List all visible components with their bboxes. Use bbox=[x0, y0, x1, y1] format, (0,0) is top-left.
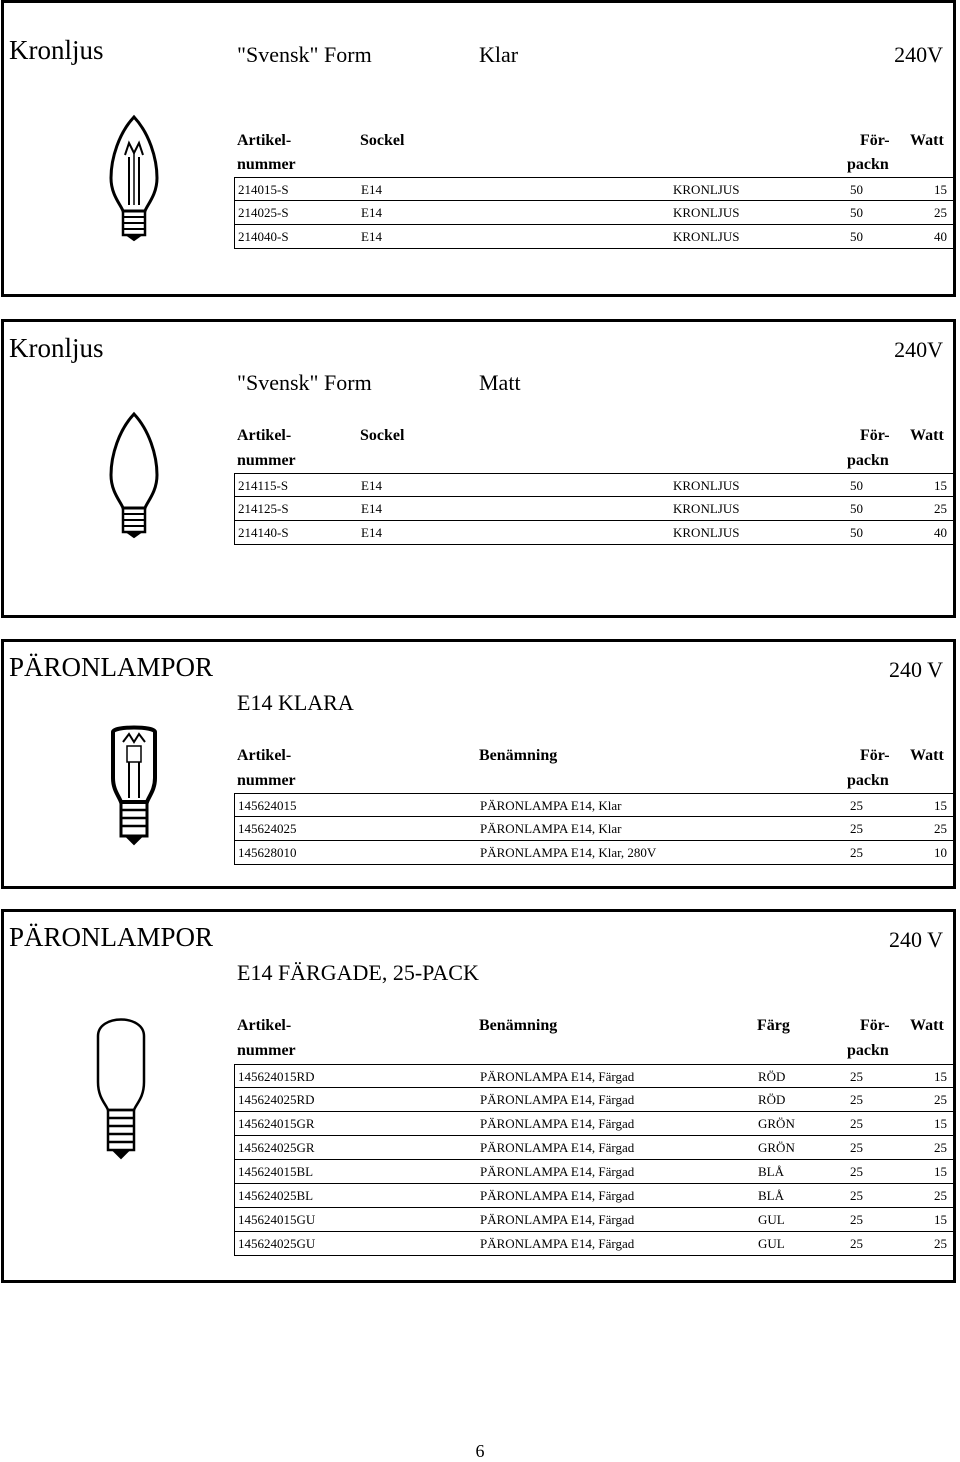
table-row bbox=[234, 1208, 956, 1232]
cell-pack: 25 bbox=[850, 1116, 863, 1131]
col-header-artikel: Artikel- bbox=[237, 747, 292, 764]
table-row bbox=[234, 497, 956, 521]
cell-sockel: E14 bbox=[361, 205, 382, 220]
cell-art: 145624015 bbox=[238, 798, 297, 813]
cell-name: PÄRONLAMPA E14, Klar, 280V bbox=[480, 845, 657, 860]
col-header-packn: packn bbox=[847, 156, 889, 173]
cell-sockel: E14 bbox=[361, 525, 382, 540]
cell-color: GRÖN bbox=[758, 1116, 795, 1131]
clear-candle-bulb-icon bbox=[99, 113, 169, 243]
cell-name: KRONLJUS bbox=[673, 182, 740, 197]
table-row bbox=[234, 793, 956, 817]
col-header-forpackn: För- bbox=[860, 747, 890, 764]
col-header-artikel: Artikel- bbox=[237, 1017, 292, 1034]
section-voltage: 240V bbox=[894, 337, 943, 362]
col-header-benamning: Benämning bbox=[479, 747, 558, 764]
cell-color: RÖD bbox=[758, 1092, 786, 1107]
cell-art: 145624015GU bbox=[238, 1212, 316, 1227]
cell-name: PÄRONLAMPA E14, Klar bbox=[480, 798, 622, 813]
cell-name: PÄRONLAMPA E14, Färgad bbox=[480, 1116, 635, 1131]
cell-pack: 50 bbox=[850, 501, 863, 516]
cell-name: PÄRONLAMPA E14, Färgad bbox=[480, 1188, 635, 1203]
section-subtitle: E14 FÄRGADE, 25-PACK bbox=[237, 960, 479, 985]
col-header-watt: Watt bbox=[910, 132, 944, 149]
col-header-forpackn: För- bbox=[860, 1017, 890, 1034]
section-title: PÄRONLAMPOR bbox=[9, 922, 214, 952]
cell-art: 145624025 bbox=[238, 821, 297, 836]
table-row bbox=[234, 177, 956, 201]
section-finish: Klar bbox=[479, 42, 519, 67]
section-subtitle: "Svensk" Form bbox=[237, 42, 372, 67]
cell-name: KRONLJUS bbox=[673, 205, 740, 220]
cell-pack: 50 bbox=[850, 478, 863, 493]
cell-art: 145624025RD bbox=[238, 1092, 315, 1107]
table-row bbox=[234, 1232, 956, 1256]
table-row bbox=[234, 817, 956, 841]
col-header-nummer: nummer bbox=[237, 452, 296, 469]
col-header-nummer: nummer bbox=[237, 156, 296, 173]
table-row bbox=[234, 201, 956, 225]
section-subtitle: E14 KLARA bbox=[237, 690, 354, 715]
cell-art: 145624015GR bbox=[238, 1116, 315, 1131]
section-finish: Matt bbox=[479, 370, 521, 395]
cell-art: 145624015RD bbox=[238, 1069, 315, 1084]
cell-sockel: E14 bbox=[361, 478, 382, 493]
col-header-watt: Watt bbox=[910, 1017, 944, 1034]
col-header-packn: packn bbox=[847, 1042, 889, 1059]
matt-candle-bulb-icon bbox=[99, 410, 169, 540]
section-paronlampor-fargade bbox=[1, 909, 956, 1283]
cell-watt: 25 bbox=[934, 1092, 947, 1107]
cell-watt: 15 bbox=[934, 478, 947, 493]
cell-name: KRONLJUS bbox=[673, 229, 740, 244]
cell-art: 214125-S bbox=[238, 501, 289, 516]
frosted-pear-bulb-icon bbox=[86, 1012, 156, 1167]
table-row bbox=[234, 1136, 956, 1160]
table-row bbox=[234, 521, 956, 545]
cell-art: 214115-S bbox=[238, 478, 289, 493]
col-header-forpackn: För- bbox=[860, 132, 890, 149]
cell-pack: 25 bbox=[850, 1236, 863, 1251]
table-row bbox=[234, 225, 956, 249]
cell-watt: 15 bbox=[934, 1164, 947, 1179]
table-row bbox=[234, 841, 956, 865]
section-subtitle: "Svensk" Form bbox=[237, 370, 372, 395]
cell-pack: 50 bbox=[850, 525, 863, 540]
product-table bbox=[234, 793, 956, 865]
cell-watt: 40 bbox=[934, 229, 947, 244]
cell-watt: 25 bbox=[934, 1236, 947, 1251]
table-row bbox=[234, 1184, 956, 1208]
cell-pack: 25 bbox=[850, 1164, 863, 1179]
cell-pack: 25 bbox=[850, 1140, 863, 1155]
cell-watt: 10 bbox=[934, 845, 947, 860]
col-header-farg: Färg bbox=[757, 1017, 790, 1034]
cell-pack: 25 bbox=[850, 845, 863, 860]
cell-watt: 15 bbox=[934, 182, 947, 197]
cell-name: PÄRONLAMPA E14, Färgad bbox=[480, 1069, 635, 1084]
cell-name: PÄRONLAMPA E14, Färgad bbox=[480, 1092, 635, 1107]
col-header-benamning: Benämning bbox=[479, 1017, 558, 1034]
cell-name: PÄRONLAMPA E14, Färgad bbox=[480, 1164, 635, 1179]
col-header-packn: packn bbox=[847, 452, 889, 469]
cell-pack: 25 bbox=[850, 1188, 863, 1203]
cell-watt: 25 bbox=[934, 501, 947, 516]
col-header-artikel: Artikel- bbox=[237, 427, 292, 444]
col-header-forpackn: För- bbox=[860, 427, 890, 444]
cell-art: 145624015BL bbox=[238, 1164, 314, 1179]
table-row bbox=[234, 1064, 956, 1088]
table-row bbox=[234, 473, 956, 497]
table-row bbox=[234, 1160, 956, 1184]
cell-watt: 25 bbox=[934, 821, 947, 836]
cell-name: PÄRONLAMPA E14, Färgad bbox=[480, 1212, 635, 1227]
cell-pack: 50 bbox=[850, 182, 863, 197]
cell-watt: 25 bbox=[934, 205, 947, 220]
cell-name: KRONLJUS bbox=[673, 525, 740, 540]
cell-watt: 15 bbox=[934, 798, 947, 813]
cell-pack: 25 bbox=[850, 1092, 863, 1107]
page-number: 6 bbox=[475, 1441, 485, 1461]
cell-color: RÖD bbox=[758, 1069, 786, 1084]
cell-art: 145624025BL bbox=[238, 1188, 314, 1203]
product-table bbox=[234, 1064, 956, 1256]
cell-name: KRONLJUS bbox=[673, 478, 740, 493]
table-row bbox=[234, 1112, 956, 1136]
cell-watt: 25 bbox=[934, 1188, 947, 1203]
col-header-packn: packn bbox=[847, 772, 889, 789]
cell-pack: 25 bbox=[850, 821, 863, 836]
cell-watt: 15 bbox=[934, 1069, 947, 1084]
col-header-artikel: Artikel- bbox=[237, 132, 292, 149]
cell-color: BLÅ bbox=[758, 1188, 784, 1203]
cell-art: 214025-S bbox=[238, 205, 289, 220]
section-title: PÄRONLAMPOR bbox=[9, 652, 214, 682]
section-kronljus-matt bbox=[1, 319, 956, 618]
section-voltage: 240 V bbox=[889, 657, 943, 682]
clear-pear-bulb-icon bbox=[99, 722, 169, 852]
cell-pack: 25 bbox=[850, 1069, 863, 1084]
cell-watt: 25 bbox=[934, 1140, 947, 1155]
col-header-sockel: Sockel bbox=[360, 132, 405, 149]
cell-art: 145628010 bbox=[238, 845, 297, 860]
cell-name: KRONLJUS bbox=[673, 501, 740, 516]
cell-art: 214015-S bbox=[238, 182, 289, 197]
col-header-nummer: nummer bbox=[237, 772, 296, 789]
section-voltage: 240 V bbox=[889, 927, 943, 952]
cell-watt: 15 bbox=[934, 1212, 947, 1227]
cell-name: PÄRONLAMPA E14, Färgad bbox=[480, 1236, 635, 1251]
col-header-sockel: Sockel bbox=[360, 427, 405, 444]
cell-watt: 40 bbox=[934, 525, 947, 540]
cell-color: GRÖN bbox=[758, 1140, 795, 1155]
cell-pack: 25 bbox=[850, 798, 863, 813]
cell-pack: 50 bbox=[850, 229, 863, 244]
cell-art: 214140-S bbox=[238, 525, 289, 540]
section-title: Kronljus bbox=[9, 333, 104, 363]
cell-art: 145624025GU bbox=[238, 1236, 316, 1251]
section-kronljus-klar bbox=[1, 0, 956, 297]
cell-sockel: E14 bbox=[361, 182, 382, 197]
cell-color: GUL bbox=[758, 1236, 785, 1251]
col-header-nummer: nummer bbox=[237, 1042, 296, 1059]
cell-sockel: E14 bbox=[361, 501, 382, 516]
cell-sockel: E14 bbox=[361, 229, 382, 244]
cell-watt: 15 bbox=[934, 1116, 947, 1131]
cell-art: 145624025GR bbox=[238, 1140, 315, 1155]
cell-name: PÄRONLAMPA E14, Färgad bbox=[480, 1140, 635, 1155]
cell-color: BLÅ bbox=[758, 1164, 784, 1179]
section-paronlampor-klara bbox=[1, 639, 956, 889]
product-table bbox=[234, 177, 956, 249]
cell-art: 214040-S bbox=[238, 229, 289, 244]
section-voltage: 240V bbox=[894, 42, 943, 67]
cell-name: PÄRONLAMPA E14, Klar bbox=[480, 821, 622, 836]
section-title: Kronljus bbox=[9, 35, 104, 65]
cell-color: GUL bbox=[758, 1212, 785, 1227]
col-header-watt: Watt bbox=[910, 747, 944, 764]
col-header-watt: Watt bbox=[910, 427, 944, 444]
cell-pack: 25 bbox=[850, 1212, 863, 1227]
product-table bbox=[234, 473, 956, 545]
cell-pack: 50 bbox=[850, 205, 863, 220]
table-row bbox=[234, 1088, 956, 1112]
